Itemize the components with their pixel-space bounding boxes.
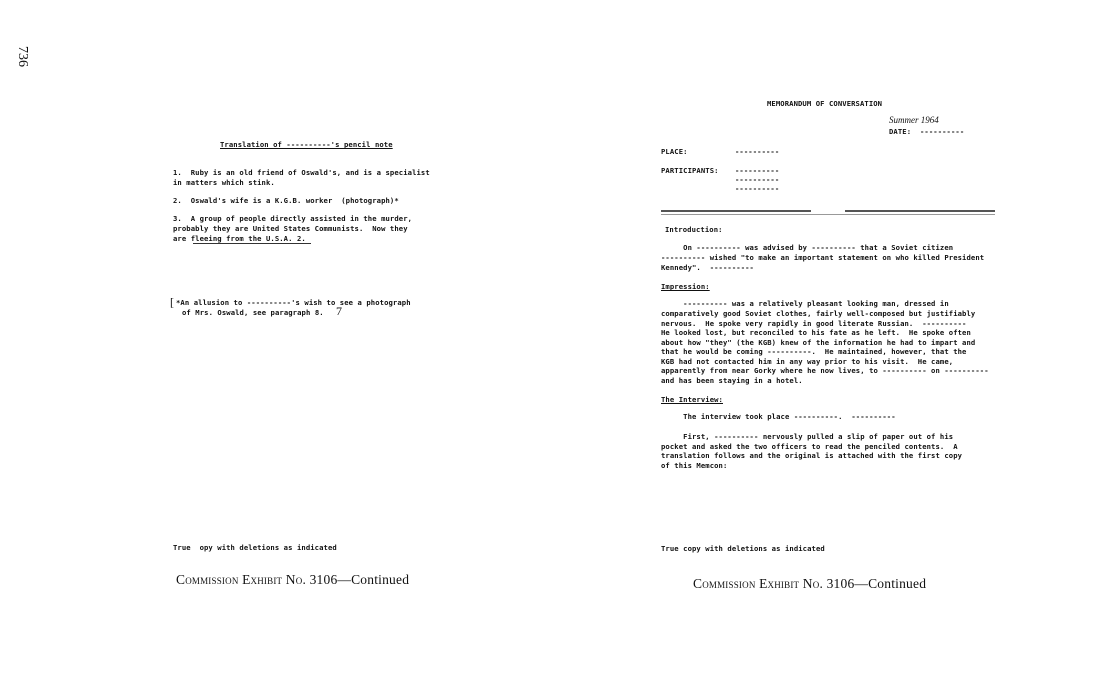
impression-line-3: nervous. He spoke very rapidly in good literate Russian. ---------- (661, 319, 967, 328)
interview-heading: The Interview: (661, 395, 723, 404)
impression-line-1: ---------- was a relatively pleasant looking man, dressed in (661, 299, 949, 308)
left-item-1-line-1: 1. Ruby is an old friend of Oswald's, and is a specialist (173, 168, 430, 177)
left-exhibit-caption (176, 572, 409, 588)
first-line-4: of this Memcon: (661, 461, 728, 470)
participant-3: ---------- (735, 184, 780, 193)
handwritten-date: Summer 1964 (889, 115, 939, 125)
page-number: 736 (15, 46, 30, 67)
footnote-line-2: of Mrs. Oswald, see paragraph 8. (182, 308, 324, 317)
participant-1: ---------- (735, 166, 780, 175)
place-value: ---------- (735, 147, 780, 156)
left-item-1-line-2: in matters which stink. (173, 178, 275, 187)
impression-line-6: that he would be coming ----------. He maintained, however, that the (661, 347, 967, 356)
impression-line-8: apparently from near Gorky where he now lives, to ---------- on ---------- (661, 366, 989, 375)
footnote-line-1: *An allusion to ----------'s wish to see a photograph (176, 298, 411, 307)
date-label: DATE: ---------- (889, 127, 965, 136)
impression-line-7: KGB had not contacted him in any way prior to his visit. He came, (661, 357, 954, 366)
participants-label: PARTICIPANTS: (661, 166, 719, 175)
translation-title: Translation of ----------'s pencil note (220, 140, 393, 149)
right-caption-main: Commission Exhibit No. 3106 (693, 576, 855, 591)
intro-line-1: On ---------- was advised by ---------- that a Soviet citizen (661, 243, 954, 252)
first-line-3: translation follows and the original is attached with the first copy (661, 451, 963, 460)
right-caption-suffix: —Continued (854, 576, 927, 591)
place-label: PLACE: (661, 147, 688, 156)
divider-rule-thin (661, 214, 995, 215)
divider-rule-right (845, 210, 995, 212)
footnote-close-bracket: 7 (336, 304, 342, 318)
left-item-3-line-1: 3. A group of people directly assisted in the murder, (173, 214, 413, 223)
right-exhibit-caption (693, 576, 926, 592)
introduction-heading: Introduction: (665, 225, 723, 234)
interview-line-1: The interview took place ----------. ---------- (661, 412, 896, 421)
footnote-open-bracket: [ (170, 295, 174, 309)
left-true-copy-note: True opy with deletions as indicated (173, 543, 337, 552)
intro-line-3: Kennedy". ---------- (661, 263, 754, 272)
left-caption-suffix: —Continued (337, 572, 410, 587)
left-caption-main: Commission Exhibit No. 3106 (176, 572, 338, 587)
underline-mark (193, 243, 311, 244)
intro-line-2: ---------- wished "to make an important statement on who killed President (661, 253, 985, 262)
left-item-3-line-3: are fleeing from the U.S.A. 2. (173, 234, 306, 243)
participant-2: ---------- (735, 175, 780, 184)
impression-line-2: comparatively good Soviet clothes, fairly well-composed but justifiably (661, 309, 976, 318)
first-line-2: pocket and asked the two officers to read the penciled contents. A (661, 442, 958, 451)
divider-rule-left (661, 210, 811, 212)
impression-heading: Impression: (661, 282, 710, 291)
first-line-1: First, ---------- nervously pulled a slip of paper out of his (661, 432, 954, 441)
right-true-copy-note: True copy with deletions as indicated (661, 544, 825, 553)
impression-line-9: and has been staying in a hotel. (661, 376, 803, 385)
impression-line-5: about how "they" (the KGB) knew of the information he had to impart and (661, 338, 976, 347)
memo-heading: MEMORANDUM OF CONVERSATION (767, 99, 883, 108)
left-item-2: 2. Oswald's wife is a K.G.B. worker (photograph)* (173, 196, 399, 205)
impression-line-4: He looked lost, but reconciled to his fate as he left. He spoke often (661, 328, 971, 337)
left-item-3-line-2: probably they are United States Communists. Now they (173, 224, 408, 233)
